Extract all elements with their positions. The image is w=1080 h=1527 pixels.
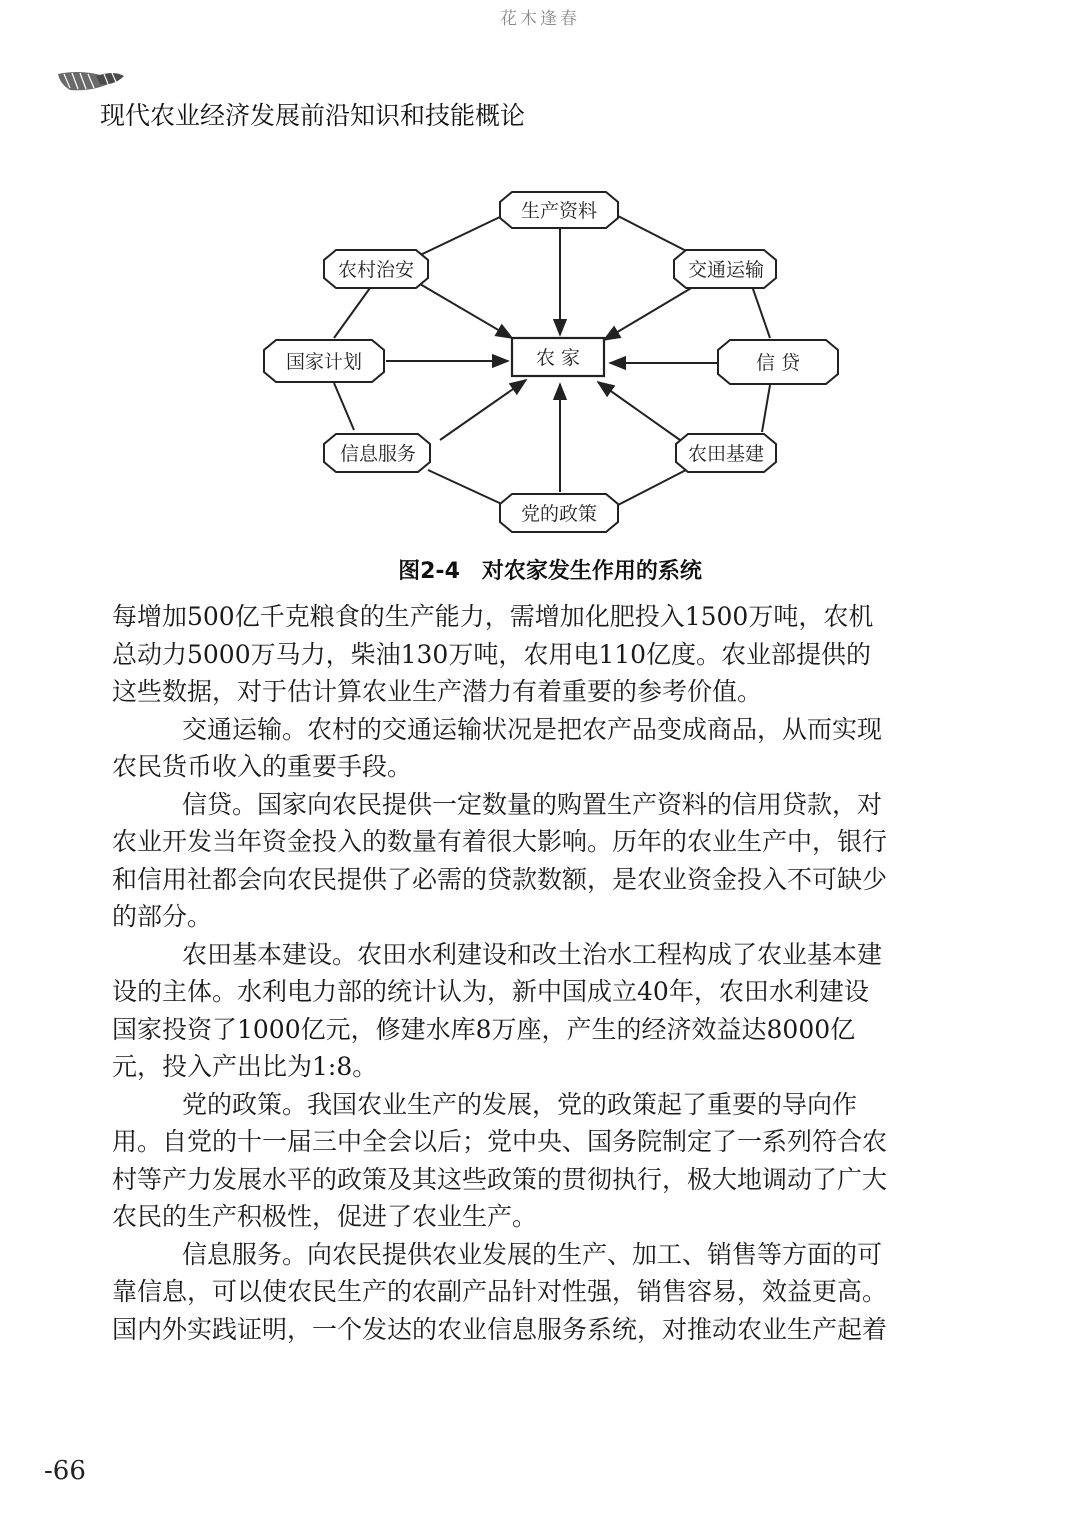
text-line: 国家投资了1000亿元，修建水库8万座，产生的经济效益达8000亿 <box>112 1014 856 1044</box>
text-line: 村等产力发展水平的政策及其这些政策的贯彻执行，极大地调动了广大 <box>112 1164 888 1194</box>
link-lower-right-bottom <box>616 470 686 506</box>
node-lower-right-label: 农田基建 <box>687 443 765 465</box>
text-line: 用。自党的十一届三中全会以后；党中央、国务院制定了一系列符合农 <box>112 1127 888 1156</box>
text-line: 信贷。国家向农民提供一定数量的购置生产资料的信用贷款，对 <box>182 789 883 819</box>
text-line: 总动力5000万马力，柴油130万吨，农用电110亿度。农业部提供的 <box>112 639 872 669</box>
body-text <box>112 598 992 1348</box>
page-number: -66 <box>44 1456 86 1486</box>
text-line: 每增加500亿千克粮食的生产能力，需增加化肥投入1500万吨，农机 <box>112 602 874 631</box>
text-line: 农业开发当年资金投入的数量有着很大影响。历年的农业生产中，银行 <box>112 827 888 856</box>
text-line: 农民的生产积极性，促进了农业生产。 <box>112 1202 538 1231</box>
node-left-label: 国家计划 <box>285 351 363 373</box>
text-line: 设的主体。水利电力部的统计认为，新中国成立40年，农田水利建设 <box>112 977 869 1006</box>
arrow-upper-right <box>604 284 698 340</box>
link-lower-left-bottom <box>428 470 506 506</box>
node-lower-left-label: 信息服务 <box>339 443 417 465</box>
arrow-lower-left <box>440 380 526 440</box>
link-upper-right-right <box>752 286 770 338</box>
text-line: 交通运输。农村的交通运输状况是把农产品变成商品，从而实现 <box>182 714 883 744</box>
link-top-upper-left <box>414 216 502 258</box>
link-right-lower-right <box>762 385 770 432</box>
paragraph <box>112 598 992 711</box>
node-bottom-label: 党的政策 <box>520 503 598 525</box>
system-diagram <box>250 180 840 545</box>
paragraph <box>112 1236 992 1349</box>
paragraph <box>112 1086 992 1236</box>
figure-caption: 图2-4 对农家发生作用的系统 <box>398 559 702 584</box>
node-upper-right-label: 交通运输 <box>687 259 765 281</box>
text-line: 国内外实践证明，一个发达的农业信息服务系统，对推动农业生产起着 <box>112 1314 888 1344</box>
text-line: 的部分。 <box>112 902 213 931</box>
text-line: 和信用社都会向农民提供了必需的贷款数额，是农业资金投入不可缺少 <box>112 864 888 894</box>
center-label: 农 家 <box>535 347 581 369</box>
text-line: 农民货币收入的重要手段。 <box>112 752 413 781</box>
text-line: 信息服务。向农民提供农业发展的生产、加工、销售等方面的可 <box>182 1239 883 1269</box>
text-line: 这些数据，对于估计算农业生产潜力有着重要的参考价值。 <box>112 677 763 706</box>
arrow-lower-right <box>598 382 680 440</box>
node-upper-left-label: 农村治安 <box>337 259 415 281</box>
paragraph <box>112 711 992 786</box>
text-line: 靠信息，可以使农民生产的农副产品针对性强，销售容易，效益更高。 <box>112 1277 888 1306</box>
paragraph <box>112 786 992 936</box>
node-top-label: 生产资料 <box>520 200 598 222</box>
node-right-label: 信 贷 <box>755 352 801 374</box>
paragraph <box>112 936 992 1086</box>
book-title: 现代农业经济发展前沿知识和技能概论 <box>100 101 526 130</box>
text-line: 党的政策。我国农业生产的发展，党的政策起了重要的导向作 <box>182 1089 858 1119</box>
text-line: 元，投入产出比为1:8。 <box>112 1052 378 1081</box>
book-logo-icon <box>56 66 126 96</box>
watermark: 花木逢春 <box>500 9 580 29</box>
link-left-lower-left <box>334 383 354 430</box>
arrow-upper-left <box>420 284 512 338</box>
link-upper-left-left <box>334 288 370 338</box>
text-line: 农田基本建设。农田水利建设和改土治水工程构成了农业基本建 <box>182 939 883 969</box>
